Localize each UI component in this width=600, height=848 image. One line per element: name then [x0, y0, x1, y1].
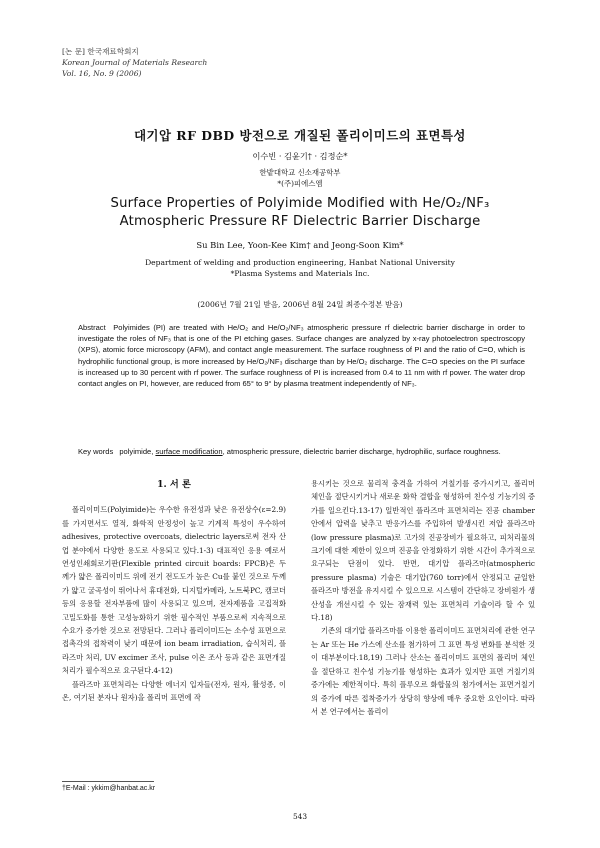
footnote-email: †E-Mail : ykkim@hanbat.ac.kr	[62, 785, 156, 792]
body-column-right	[311, 477, 535, 718]
abstract-label: Abstract	[78, 323, 106, 332]
affiliation-english-1: Department of welding and production engineering, Hanbat National University	[145, 258, 455, 267]
footnote-divider	[62, 781, 154, 782]
keywords-text-start: polyimide,	[119, 447, 154, 456]
keyword-surface-modification: surface modification	[155, 447, 223, 456]
body-paragraph: 용시키는 것으로 물리적 충격을 가하여 거칠기를 증가시키고, 폴리머 체인을 절단시키거나 새로운 화학 결합을 형성하여 친수성 기능기의 증가를 일으킨다.13-17) 일반적인 플라즈마 표면처리는 진공 chamber 안에서 압력을 낮추고 반응가스를 주입하여 발생시킨 저압 플라즈마(low pressure plasma)로 고가의 진공장비가 필요하고, 피처리물의 크기에 대한 제한이 있으며 진공을 안정화하기 위한 시간이 추가적으로 요구되는 단점이 있다. 반면, 대기압 플라즈마(atmospheric pressure plasma) 기술은 대기압(760 torr)에서 안정되고 균일한 플라즈마 방전을 유지시킬 수 있으므로 시스템이 간단하고 장비원가 생산성을 개선시킬 수 있는 잠재력 있는 표면처리 기술이라 할 수 있다.18)	[311, 479, 535, 623]
body-paragraph: 기존의 대기압 플라즈마를 이용한 폴리이미드 표면처리에 관한 연구는 Ar 또는 He 가스에 산소를 첨가하여 그 표면 특성 변화를 분석한 것이 대부분이다.18,19) 그러나 산소는 폴리이미드 표면의 폴리머 체인을 절단하고 친수성 기능기를 형성하는 효과가 있지만 표면 거칠기의 증가에는 제한적이다. 특히 플루오르 화합물의 첨가에서는 표면거칠기의 증가에 따른 접착증가가 상당히 향상에 매우 중요한 요인이다. 따라서 본 연구에서는 폴리이	[311, 626, 535, 716]
affiliations-english	[0, 257, 600, 279]
title-english-line-2: Atmospheric Pressure RF Dielectric Barrier Discharge	[119, 214, 481, 229]
journal-header	[62, 46, 207, 79]
title-english	[0, 195, 600, 231]
title-korean: 대기압 RF DBD 방전으로 개질된 폴리이미드의 표면특성	[134, 128, 466, 143]
authors-english: Su Bin Lee, Yoon-Kee Kim† and Jeong-Soon Kim*	[196, 240, 404, 250]
journal-name-korean: [논 문] 한국재료학회지	[62, 47, 139, 56]
journal-volume: Vol. 16, No. 9 (2006)	[62, 69, 142, 78]
affiliation-korean-1: 한밭대학교 신소재공학부	[259, 168, 341, 177]
abstract-text: Polyimides (PI) are treated with He/O₂ and He/O₂/NF₃ atmospheric pressure rf dielectric barrier discharge in order to investigate the roles of NF₃ that is one of the PI etching gases. Surface changes are analyzed by x-ray photoelectron spectroscopy (XPS), atomic force microscopy (AFM), and contact angle measurement. The surface roughness of PI and the ratio of C=O, which is hydrophilic functional group, is more increased by He/O₂/NF₃ discharge than by He/O₂ discharge. The C=O species on the PI surface is increased up to 30 percent with rf power. The surface roughness of PI is increased from 0.4 to 11 nm with rf power. The water drop contact angles on PI, however, are reduced from 65° to 9° by plasma treatment independently of NF₃.	[78, 323, 525, 389]
keywords-label: Key words	[78, 447, 114, 456]
body-paragraph: 폴리이미드(Polyimide)는 우수한 유전성과 낮은 유전상수(ε=2.9)를 가지면서도 열적, 화학적 안정성이 높고 기계적 특성이 우수하여 adhesives, protective overcoats, dielectric layers로써 전자 산업 분야에서 다양한 용도로 사용되고 있다.1-3) 대표적인 응용 예로서 연성인쇄회로기판(Flexible printed circuit boards: FPCB)은 두께가 얇은 폴리이미드 위에 전기 전도도가 높은 Cu를 붙인 것으로 두께가 얇고 굴곡성이 뛰어나서 휴대전화, 디지털카메라, 노트북PC, 캠코더 등의 응용할 전자부품에 많이 사용되고 있으며, 전자제품을 고집적화 고밀도화를 통한 고성능화하기 위한 필수적인 부품으로써 지속적으로 수요가 증가한 것으로 전망된다. 그러나 폴리이미드는 소수성 표면으로 접촉각의 접착력이 낮기 때문에 ion beam irradiation, 습식처리, 플라즈마 처리, UV excimer 조사, pulse 이온 조사 등과 같은 표면개질처리가 필수적으로 요구된다.4-12)	[62, 505, 286, 676]
journal-name-english: Korean Journal of Materials Research	[62, 58, 208, 67]
affiliations-korean	[0, 167, 600, 189]
authors-korean: 이수빈 · 김윤기† · 김정순*	[252, 151, 348, 161]
body-paragraph: 플라즈마 표면처리는 다양한 에너지 입자들(전자, 원자, 활성종, 이온, 여기된 분자나 원자)을 폴리머 표면에 작	[62, 679, 286, 703]
received-dates: (2006년 7월 21일 받음, 2006년 8월 24일 최종수정본 받음)	[197, 300, 403, 309]
body-column-left	[62, 478, 286, 705]
affiliation-korean-2: *(주)피에스엠	[277, 179, 323, 188]
affiliation-english-2: *Plasma Systems and Materials Inc.	[230, 269, 370, 278]
keywords	[78, 446, 525, 457]
abstract	[78, 322, 525, 389]
title-english-line-1: Surface Properties of Polyimide Modified with He/O₂/NF₃	[110, 196, 490, 211]
page-number: 543	[292, 812, 308, 821]
section-heading-introduction: 1. 서 론	[157, 479, 191, 490]
keywords-text-end: , atmospheric pressure, dielectric barrier discharge, hydrophilic, surface roughness.	[222, 447, 501, 456]
